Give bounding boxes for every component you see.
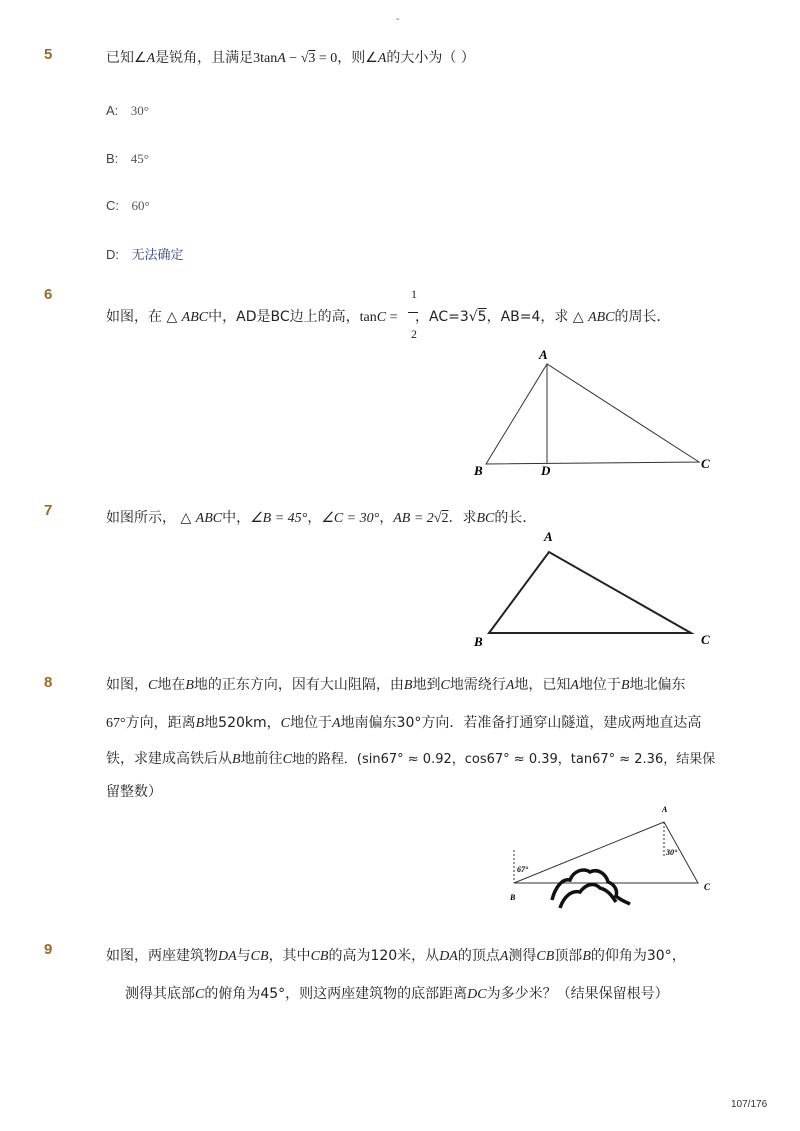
q7-abc: ABC <box>195 511 223 526</box>
question-8-line-3 <box>106 748 715 768</box>
q6-label-a: A <box>539 347 548 362</box>
option-d-letter: D: <box>106 247 119 262</box>
q8-l1-text-g: 地位于 <box>578 677 621 693</box>
q8-l1-var-a: A <box>505 678 515 693</box>
option-b-value: 45° <box>130 151 149 166</box>
q6-label-b: B <box>474 463 483 478</box>
q8-l1-var-b-2: B <box>403 678 413 693</box>
q6-label-d: D <box>541 463 551 478</box>
q8-l1-var-c: C <box>148 678 158 693</box>
q9-var-cb-2: CB <box>310 949 329 964</box>
q7-label-b: B <box>474 634 483 649</box>
q5-expr-1: 3tan <box>253 51 278 66</box>
mountain-icon <box>552 870 630 908</box>
q7-text-2: 中， <box>222 510 251 526</box>
question-8-line-1 <box>106 674 686 694</box>
option-c-letter: C: <box>106 198 119 213</box>
option-a-value: 30° <box>130 103 149 118</box>
q8-angle-67: 67° <box>517 865 529 874</box>
q9-var-c: C <box>195 987 205 1002</box>
q8-l1-var-a-2: A <box>570 678 579 693</box>
q8-l1-var-b: B <box>185 678 194 693</box>
q5-text-1: 已知∠ <box>106 50 147 66</box>
q7-expr-ab: AB = 2√ <box>393 511 442 526</box>
q9-var-a: A <box>499 949 509 964</box>
q6-text-4: ，AB=4，求 △ <box>486 309 589 325</box>
option-b[interactable] <box>106 151 149 167</box>
q9-l1-text-h: 的仰角为30°， <box>590 948 686 964</box>
option-c-value: 60° <box>131 198 150 213</box>
q8-l1-text-a: 如图， <box>106 677 148 693</box>
q9-l1-text-f: 测得 <box>508 948 537 964</box>
q5-var-a-3: A <box>377 51 387 66</box>
q7-sep-1: ， <box>307 510 322 526</box>
q6-fraction-numerator: 1 <box>411 287 417 301</box>
q8-label-c: C <box>704 882 711 892</box>
q9-l1-text-d: 的高为120米，从 <box>328 948 440 964</box>
q5-var-a: A <box>146 51 156 66</box>
q8-l1-text-f: 地，已知 <box>514 677 571 693</box>
q8-l2-text-d: 地南偏东30°方向．若准备打通穿山隧道，建成两地直达高 <box>340 715 702 731</box>
q6-fraction-denominator: 2 <box>411 327 417 341</box>
q6-triangle <box>486 364 699 464</box>
q7-text-4: 的长． <box>494 510 537 526</box>
q8-l3-text-a: 铁，求建成高铁后从 <box>106 751 232 767</box>
q8-l2-text-a: 67°方向，距离 <box>106 716 196 731</box>
q5-radicand: 3 <box>308 51 316 66</box>
q6-var-c: C <box>376 310 387 325</box>
q8-map-figure <box>500 800 720 918</box>
q5-expr-3: = 0 <box>315 51 338 66</box>
q8-l1-var-c-2: C <box>440 678 450 693</box>
option-d-value: 无法确定 <box>131 248 184 263</box>
q8-l2-text-c: 地位于 <box>289 715 332 731</box>
q7-var-bc: BC <box>476 511 495 526</box>
q6-label-c: C <box>701 456 710 471</box>
option-d[interactable] <box>106 244 183 263</box>
question-7-stem <box>106 507 536 527</box>
q8-l1-text-b: 地在 <box>157 677 186 693</box>
option-a[interactable] <box>106 103 149 119</box>
q6-text-3: ，AC=3√ <box>414 309 478 325</box>
q9-l2-text-b: 的俯角为45°，则这两座建筑物的底部距离 <box>204 986 468 1002</box>
q6-radicand: 5 <box>477 309 487 325</box>
page-number: 107/176 <box>731 1099 768 1110</box>
q6-text-5: 的周长． <box>614 309 671 325</box>
q9-var-dc: DC <box>467 987 487 1002</box>
q6-tan: tan <box>359 310 377 325</box>
q6-eq: = <box>386 310 401 325</box>
q6-text-1: 如图，在 △ <box>106 309 182 325</box>
q8-l1-text-c: 地的正东方向，因有大山阻隔，由 <box>193 677 404 693</box>
q8-l3-var-c: C <box>282 752 292 767</box>
q6-text-2: 中，AD是BC边上的高， <box>208 309 360 325</box>
q9-var-da: DA <box>218 949 237 964</box>
q8-l1-var-b-3: B <box>620 678 630 693</box>
q8-l3-text-b: 地前往 <box>240 751 283 767</box>
q8-l2-text-b: 地520km， <box>204 715 281 731</box>
q7-radicand: 2 <box>441 511 449 526</box>
q9-var-da-2: DA <box>439 949 458 964</box>
q6-abc: ABC <box>181 310 209 325</box>
q7-sep-2: ， <box>379 510 394 526</box>
q8-l2-var-b: B <box>195 716 205 731</box>
q5-var-a-2: A <box>277 51 286 66</box>
question-number-5: 5 <box>44 46 53 63</box>
q5-expr-2: − √ <box>285 51 309 66</box>
question-5-stem <box>106 47 475 67</box>
q9-var-cb-3: CB <box>536 949 555 964</box>
q8-angle-30: 30° <box>666 848 678 857</box>
question-8-line-2 <box>106 712 701 732</box>
question-6-stem <box>106 306 671 326</box>
q7-expr-angle-b: ∠B = 45° <box>250 511 308 526</box>
q7-triangle-figure <box>470 527 720 652</box>
q5-text-3: ，则∠ <box>337 50 378 66</box>
question-number-9: 9 <box>44 941 53 958</box>
q8-l2-var-a: A <box>331 716 341 731</box>
q6-abc-2: ABC <box>588 310 615 325</box>
top-mark: - <box>396 14 400 25</box>
q7-expr-angle-c: ∠C = 30° <box>321 511 380 526</box>
option-b-letter: B: <box>106 151 119 166</box>
q8-l1-text-e: 地需绕行 <box>449 677 506 693</box>
q8-label-b: B <box>510 893 516 902</box>
q7-label-a: A <box>544 529 553 544</box>
q7-triangle <box>489 552 691 633</box>
option-c[interactable] <box>106 198 150 214</box>
q9-l1-text-g: 顶部 <box>554 948 583 964</box>
q6-triangle-figure <box>470 345 720 480</box>
q7-text-3: ．求 <box>448 510 477 526</box>
q8-l2-var-c: C <box>280 716 290 731</box>
q9-l1-text-a: 如图，两座建筑物 <box>106 948 218 964</box>
q9-l1-text-e: 的顶点 <box>457 948 500 964</box>
q8-l3-text-c: 地的路程．(sin67° ≈ 0.92，cos67° ≈ 0.39，tan67° ≈ 2.36，结果保 <box>291 752 716 767</box>
q8-l3-var-b: B <box>232 752 241 767</box>
question-number-7: 7 <box>44 502 53 519</box>
question-number-6: 6 <box>44 286 53 303</box>
q9-var-cb: CB <box>250 949 269 964</box>
q9-l2-text-a: 测得其底部 <box>125 986 195 1002</box>
q8-l1-text-h: 地北偏东 <box>629 677 686 693</box>
q8-label-a: A <box>662 805 668 814</box>
q9-l2-text-c: 为多少米？（结果保留根号） <box>486 986 669 1002</box>
question-9-line-2 <box>125 983 669 1003</box>
q5-text-2: 是锐角，且满足 <box>155 50 254 66</box>
question-8-line-4: 留整数） <box>106 784 162 800</box>
question-number-8: 8 <box>44 674 53 691</box>
q9-l1-text-c: ，其中 <box>268 948 311 964</box>
option-a-letter: A: <box>106 103 119 118</box>
q5-text-4: 的大小为（ ） <box>386 50 475 66</box>
q9-var-b: B <box>582 949 591 964</box>
question-9-line-1 <box>106 945 686 965</box>
q8-l1-text-d: 地到 <box>412 677 441 693</box>
q7-label-c: C <box>701 632 710 647</box>
q9-l1-text-b: 与 <box>236 948 251 964</box>
q7-text-1: 如图所示， △ <box>106 510 196 526</box>
